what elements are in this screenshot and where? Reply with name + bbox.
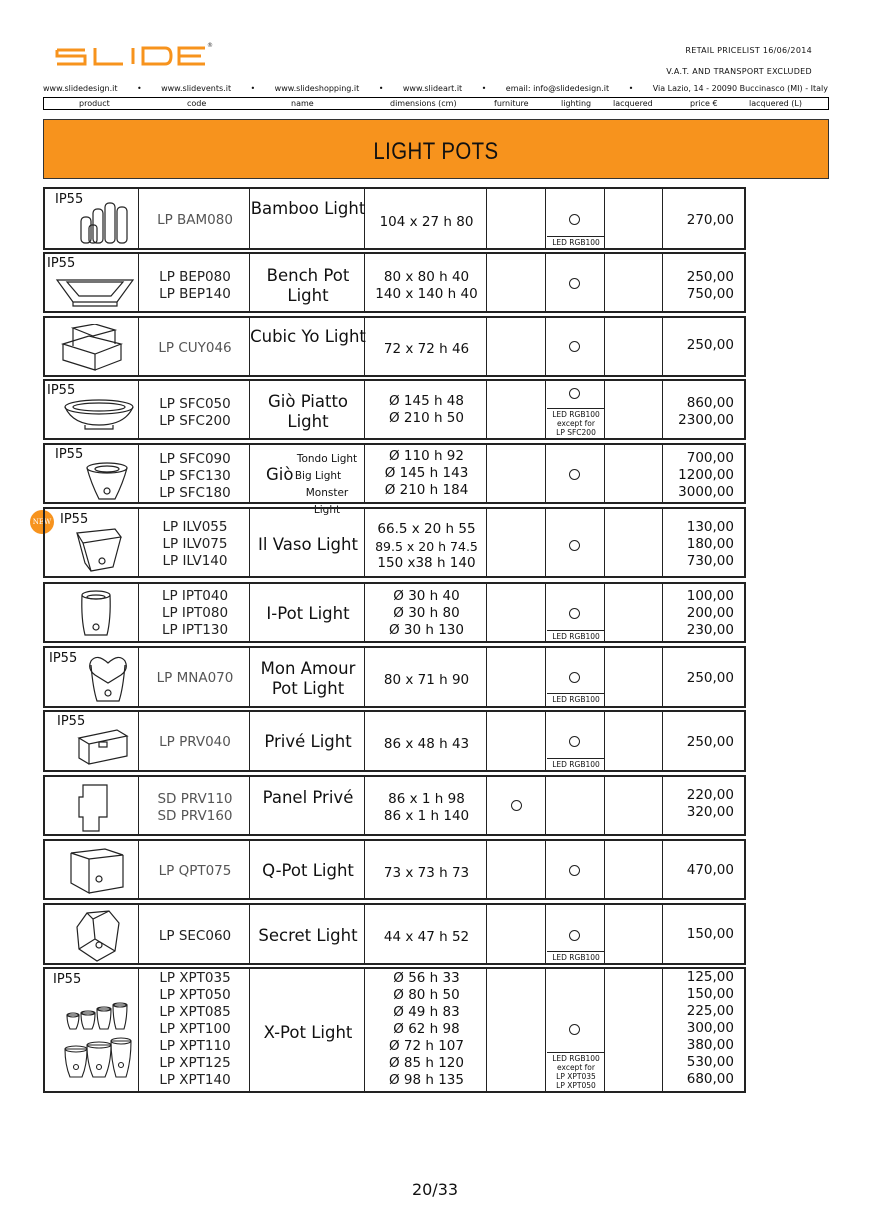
- product-dimensions: 66.5 x 20 h 55 89.5 x 20 h 74.5 150 x38 h 140: [375, 521, 478, 571]
- led-note: LED RGB100: [547, 630, 605, 641]
- furniture-marker: [511, 800, 522, 811]
- header-links: www.slidedesign.it • www.slidevents.it • www.slideshopping.it • www.slideart.it • email: info@slidedesign.it • Via Lazio, 14 - 20090 Buccinasco (MI) - Italy: [43, 84, 828, 93]
- product-code: LP SFC090 LP SFC130 LP SFC180: [159, 451, 231, 501]
- product-code: LP CUY046: [158, 340, 232, 356]
- lighting-marker: [569, 736, 580, 747]
- product-price: 700,00 1200,00 3000,00: [678, 450, 734, 500]
- link-slidedesign[interactable]: www.slidedesign.it: [43, 84, 118, 93]
- ip55-badge: IP55: [55, 447, 84, 462]
- product-subnames: Tondo Light Big Light Monster Light: [294, 453, 358, 516]
- column-header-row: [43, 97, 829, 110]
- product-dimensions: 44 x 47 h 52: [383, 929, 470, 945]
- il-vaso-image: [75, 527, 123, 575]
- product-row-i-pot: [43, 582, 746, 643]
- cubic-yo-image: [59, 324, 125, 374]
- col-furniture: furniture: [494, 99, 529, 108]
- bamboo-light-image: [75, 199, 131, 245]
- lighting-marker: [569, 214, 580, 225]
- product-dimensions: 80 x 71 h 90: [383, 672, 470, 688]
- product-row-gio-piatto: [43, 379, 746, 440]
- lighting-marker: [569, 930, 580, 941]
- page-number: 20/33: [411, 1180, 459, 1199]
- new-badge: NEW: [30, 510, 54, 534]
- product-row-prive: [43, 710, 746, 772]
- i-pot-image: [79, 589, 113, 639]
- product-price: 860,00 2300,00: [678, 395, 734, 428]
- lighting-marker: [569, 865, 580, 876]
- product-price: 270,00: [686, 212, 734, 228]
- product-row-mon-amour: [43, 646, 746, 708]
- section-title: LIGHT POTS: [373, 138, 499, 165]
- product-row-secret: [43, 903, 746, 965]
- product-name: X-Pot Light: [263, 1023, 353, 1042]
- ip55-badge: IP55: [57, 714, 86, 729]
- product-row-panel-prive: [43, 775, 746, 836]
- ip55-badge: IP55: [55, 192, 84, 207]
- ip55-badge: IP55: [53, 972, 82, 987]
- product-code: LP SFC050 LP SFC200: [159, 396, 231, 429]
- address: Via Lazio, 14 - 20090 Buccinasco (MI) - Italy: [652, 84, 828, 93]
- product-row-cubic-yo: [43, 316, 746, 377]
- col-lighting: lighting: [561, 99, 592, 108]
- product-price: 470,00: [686, 862, 734, 878]
- lighting-marker: [569, 608, 580, 619]
- product-dimensions: 80 x 80 h 40 140 x 140 h 40: [375, 269, 478, 302]
- svg-text:®: ®: [207, 42, 213, 49]
- x-pot-image: [61, 999, 133, 1085]
- mon-amour-image: [87, 653, 129, 705]
- link-slideart[interactable]: www.slideart.it: [402, 84, 463, 93]
- gio-image: [85, 461, 129, 503]
- product-code: LP MNA070: [156, 670, 234, 686]
- col-dimensions: dimensions (cm): [390, 99, 457, 108]
- bench-pot-image: [55, 272, 135, 308]
- led-note: LED RGB100: [547, 951, 605, 962]
- lighting-marker: [569, 341, 580, 352]
- vat-note: V.A.T. AND TRANSPORT EXCLUDED: [666, 67, 812, 76]
- lighting-marker: [569, 388, 580, 399]
- product-price: 250,00: [686, 670, 734, 686]
- pricelist-date: RETAIL PRICELIST 16/06/2014: [685, 46, 812, 55]
- product-name: Giò Piatto Light: [267, 392, 349, 431]
- product-price: 125,00 150,00 225,00 300,00 380,00 530,00 680,00: [686, 969, 734, 1087]
- product-dimensions: Ø 56 h 33 Ø 80 h 50 Ø 49 h 83 Ø 62 h 98 Ø 72 h 107 Ø 85 h 120 Ø 98 h 135: [388, 970, 464, 1088]
- col-name: name: [291, 99, 314, 108]
- product-name: Il Vaso Light: [258, 535, 358, 554]
- product-code: LP XPT035 LP XPT050 LP XPT085 LP XPT100 LP XPT110 LP XPT125 LP XPT140: [159, 970, 231, 1088]
- product-name: Q-Pot Light: [262, 861, 354, 880]
- product-dimensions: 73 x 73 h 73: [383, 865, 470, 881]
- lighting-marker: [569, 1024, 580, 1035]
- product-price: 250,00: [686, 734, 734, 750]
- prive-image: [77, 728, 129, 768]
- col-code: code: [187, 99, 207, 108]
- product-dimensions: 86 x 1 h 98 86 x 1 h 140: [383, 791, 470, 824]
- led-note: LED RGB100 except for LP SFC200: [547, 408, 605, 437]
- panel-prive-image: [77, 783, 111, 833]
- product-code: LP QPT075: [158, 863, 232, 879]
- product-code: LP IPT040 LP IPT080 LP IPT130: [161, 588, 229, 638]
- product-name: Secret Light: [258, 926, 358, 945]
- slide-logo: [55, 40, 215, 70]
- product-code: LP BAM080: [157, 212, 233, 228]
- product-row-bamboo: [43, 187, 746, 250]
- product-dimensions: 86 x 48 h 43: [383, 736, 470, 752]
- led-note: LED RGB100: [547, 758, 605, 769]
- secret-light-image: [75, 909, 123, 963]
- q-pot-image: [69, 847, 125, 897]
- product-dimensions: Ø 110 h 92 Ø 145 h 143 Ø 210 h 184: [384, 448, 469, 498]
- led-note: LED RGB100 except for LP XPT035 LP XPT050: [547, 1052, 605, 1090]
- product-price: 150,00: [686, 926, 734, 942]
- led-note: LED RGB100: [547, 236, 605, 247]
- lighting-marker: [569, 469, 580, 480]
- product-price: 220,00 320,00: [686, 787, 734, 820]
- product-name: Panel Privé: [262, 788, 354, 807]
- product-row-gio: [43, 443, 746, 516]
- product-name: Cubic Yo Light: [250, 327, 366, 346]
- product-price: 100,00 200,00 230,00: [686, 588, 734, 638]
- ip55-badge: IP55: [47, 256, 76, 271]
- col-lacquered: lacquered: [613, 99, 653, 108]
- ip55-badge: IP55: [47, 383, 76, 398]
- product-row-x-pot: [43, 967, 746, 1093]
- led-note: LED RGB100: [547, 693, 605, 704]
- product-name: Privé Light: [264, 732, 352, 751]
- product-code: LP ILV055 LP ILV075 LP ILV140: [162, 519, 228, 569]
- product-dimensions: Ø 30 h 40 Ø 30 h 80 Ø 30 h 130: [388, 588, 464, 638]
- product-name: Bench Pot Light: [266, 266, 350, 305]
- product-row-il-vaso: [43, 507, 746, 578]
- product-name: Bamboo Light: [250, 199, 366, 218]
- col-lacquered-l: lacquered (L): [749, 99, 802, 108]
- product-name: Mon Amour Pot Light: [260, 659, 356, 698]
- section-banner: [43, 119, 829, 179]
- product-row-q-pot: [43, 839, 746, 900]
- ip55-badge: IP55: [49, 651, 78, 666]
- product-dimensions: 72 x 72 h 46: [383, 341, 470, 357]
- link-email[interactable]: email: info@slidedesign.it: [505, 84, 610, 93]
- gio-piatto-image: [63, 397, 135, 433]
- lighting-marker: [569, 672, 580, 683]
- product-row-bench-pot: [43, 252, 746, 313]
- product-price: 130,00 180,00 730,00: [686, 519, 734, 569]
- product-price: 250,00: [686, 337, 734, 353]
- product-code: SD PRV110 SD PRV160: [157, 791, 233, 824]
- product-code: LP PRV040: [159, 734, 231, 750]
- link-slidevents[interactable]: www.slidevents.it: [161, 84, 232, 93]
- product-dimensions: 104 x 27 h 80: [379, 214, 474, 230]
- col-product: product: [79, 99, 110, 108]
- product-name: Giò: [266, 465, 294, 484]
- lighting-marker: [569, 278, 580, 289]
- product-code: LP SEC060: [158, 928, 232, 944]
- link-slideshopping[interactable]: www.slideshopping.it: [274, 84, 360, 93]
- product-code: LP BEP080 LP BEP140: [159, 269, 231, 302]
- lighting-marker: [569, 540, 580, 551]
- col-price: price €: [690, 99, 718, 108]
- ip55-badge: IP55: [60, 512, 89, 527]
- product-price: 250,00 750,00: [686, 269, 734, 302]
- product-name: I-Pot Light: [266, 604, 350, 623]
- product-dimensions: Ø 145 h 48 Ø 210 h 50: [388, 393, 464, 426]
